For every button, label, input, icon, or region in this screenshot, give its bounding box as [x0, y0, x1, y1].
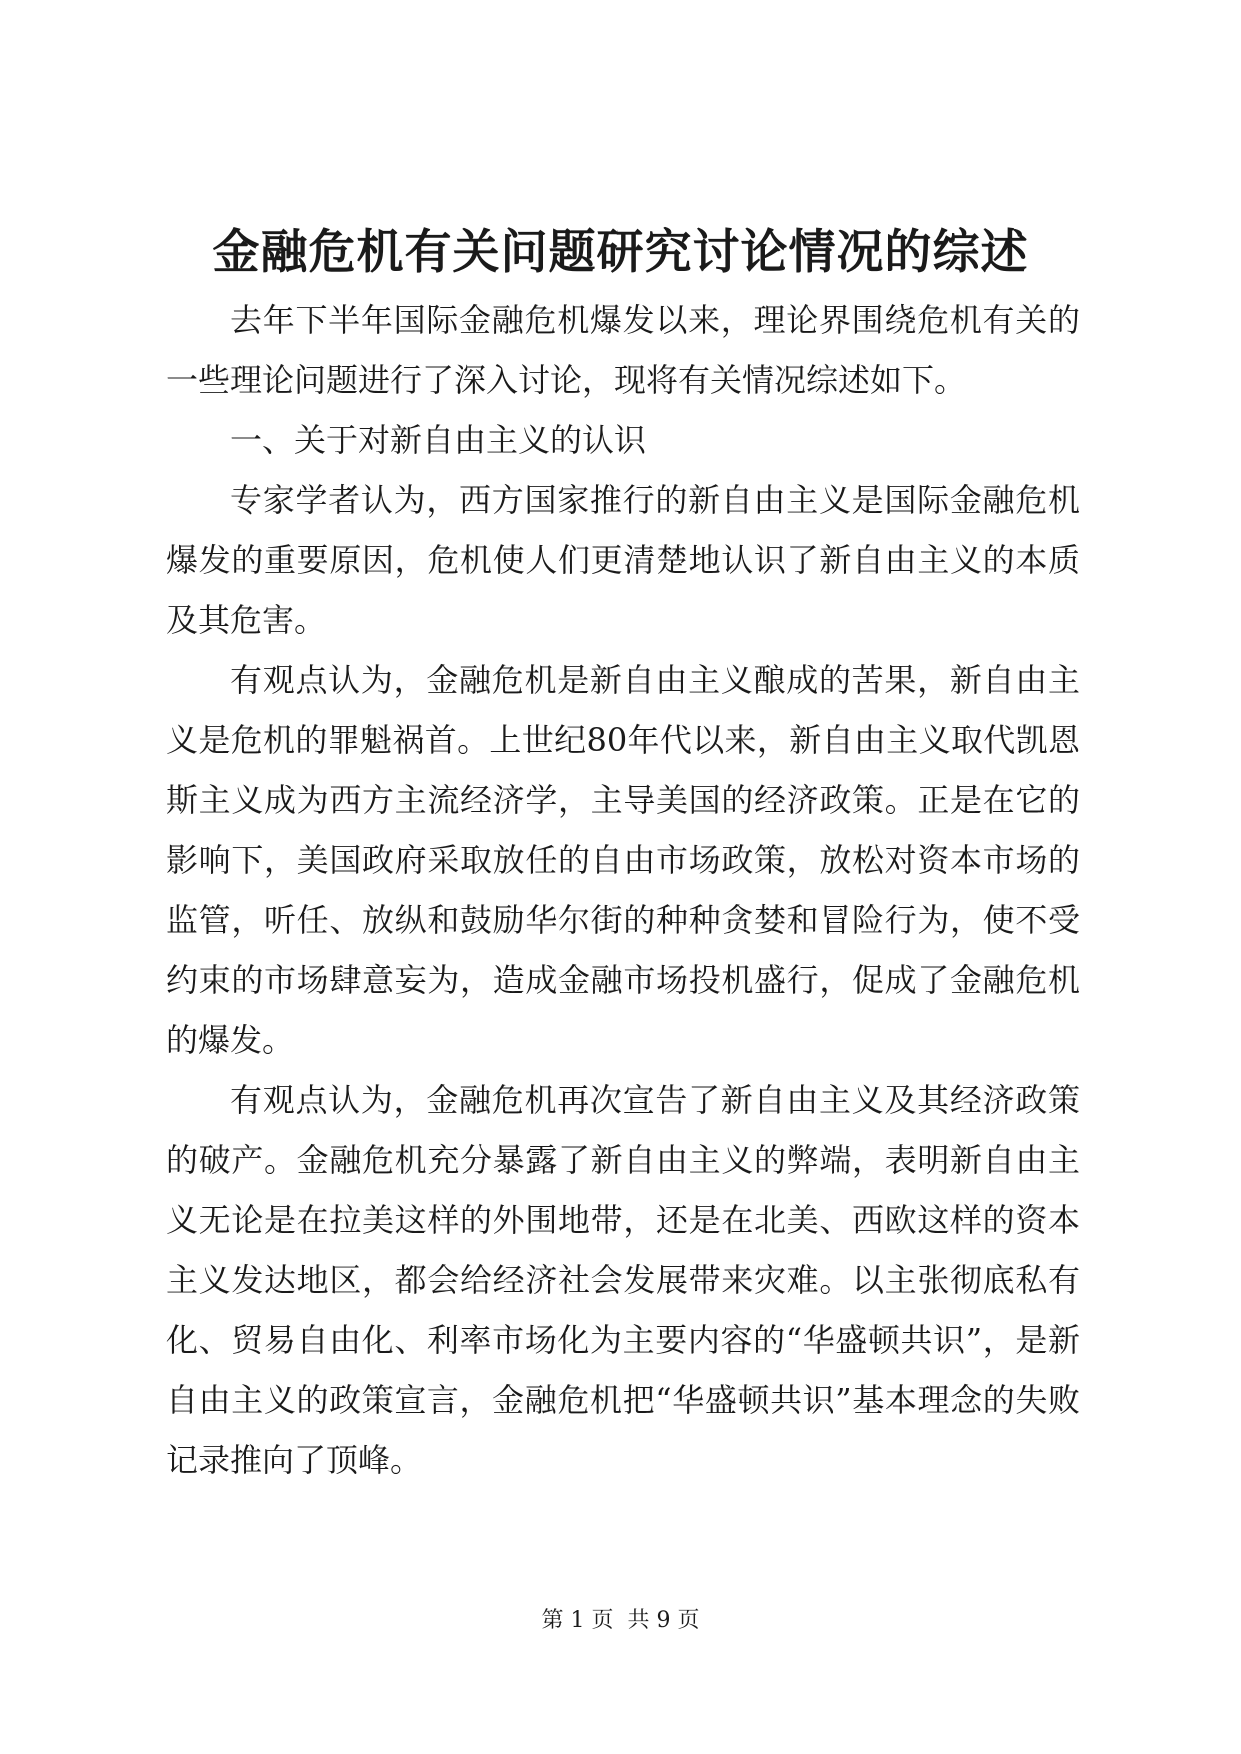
document-body	[166, 290, 1080, 1490]
section-paragraph-3: 有观点认为，金融危机再次宣告了新自由主义及其经济政策的破产。金融危机充分暴露了新自由主义的弊端，表明新自由主义无论是在拉美这样的外围地带，还是在北美、西欧这样的资本主义发达地区，都会给经济社会发展带来灾难。以主张彻底私有化、贸易自由化、利率市场化为主要内容的“华盛顿共识”，是新自由主义的政策宣言，金融危机把“华盛顿共识”基本理念的失败记录推向了顶峰。	[166, 1081, 1080, 1479]
page-number: 第 1 页 共 9 页	[541, 1608, 700, 1633]
page-footer	[0, 1606, 1241, 1636]
section-heading: 一、关于对新自由主义的认识	[230, 421, 647, 459]
document-title: 金融危机有关问题研究讨论情况的综述	[212, 225, 1029, 280]
section-paragraph-2: 有观点认为，金融危机是新自由主义酿成的苦果，新自由主义是危机的罪魁祸首。上世纪80年代以来，新自由主义取代凯恩斯主义成为西方主流经济学，主导美国的经济政策。正是在它的影响下，美国政府采取放任的自由市场政策，放松对资本市场的监管，听任、放纵和鼓励华尔街的种种贪婪和冒险行为，使不受约束的市场肆意妄为，造成金融市场投机盛行，促成了金融危机的爆发。	[166, 661, 1080, 1059]
section-paragraph-1: 专家学者认为，西方国家推行的新自由主义是国际金融危机爆发的重要原因，危机使人们更清楚地认识了新自由主义的本质及其危害。	[166, 481, 1080, 639]
intro-paragraph: 去年下半年国际金融危机爆发以来，理论界围绕危机有关的一些理论问题进行了深入讨论，现将有关情况综述如下。	[166, 301, 1080, 399]
